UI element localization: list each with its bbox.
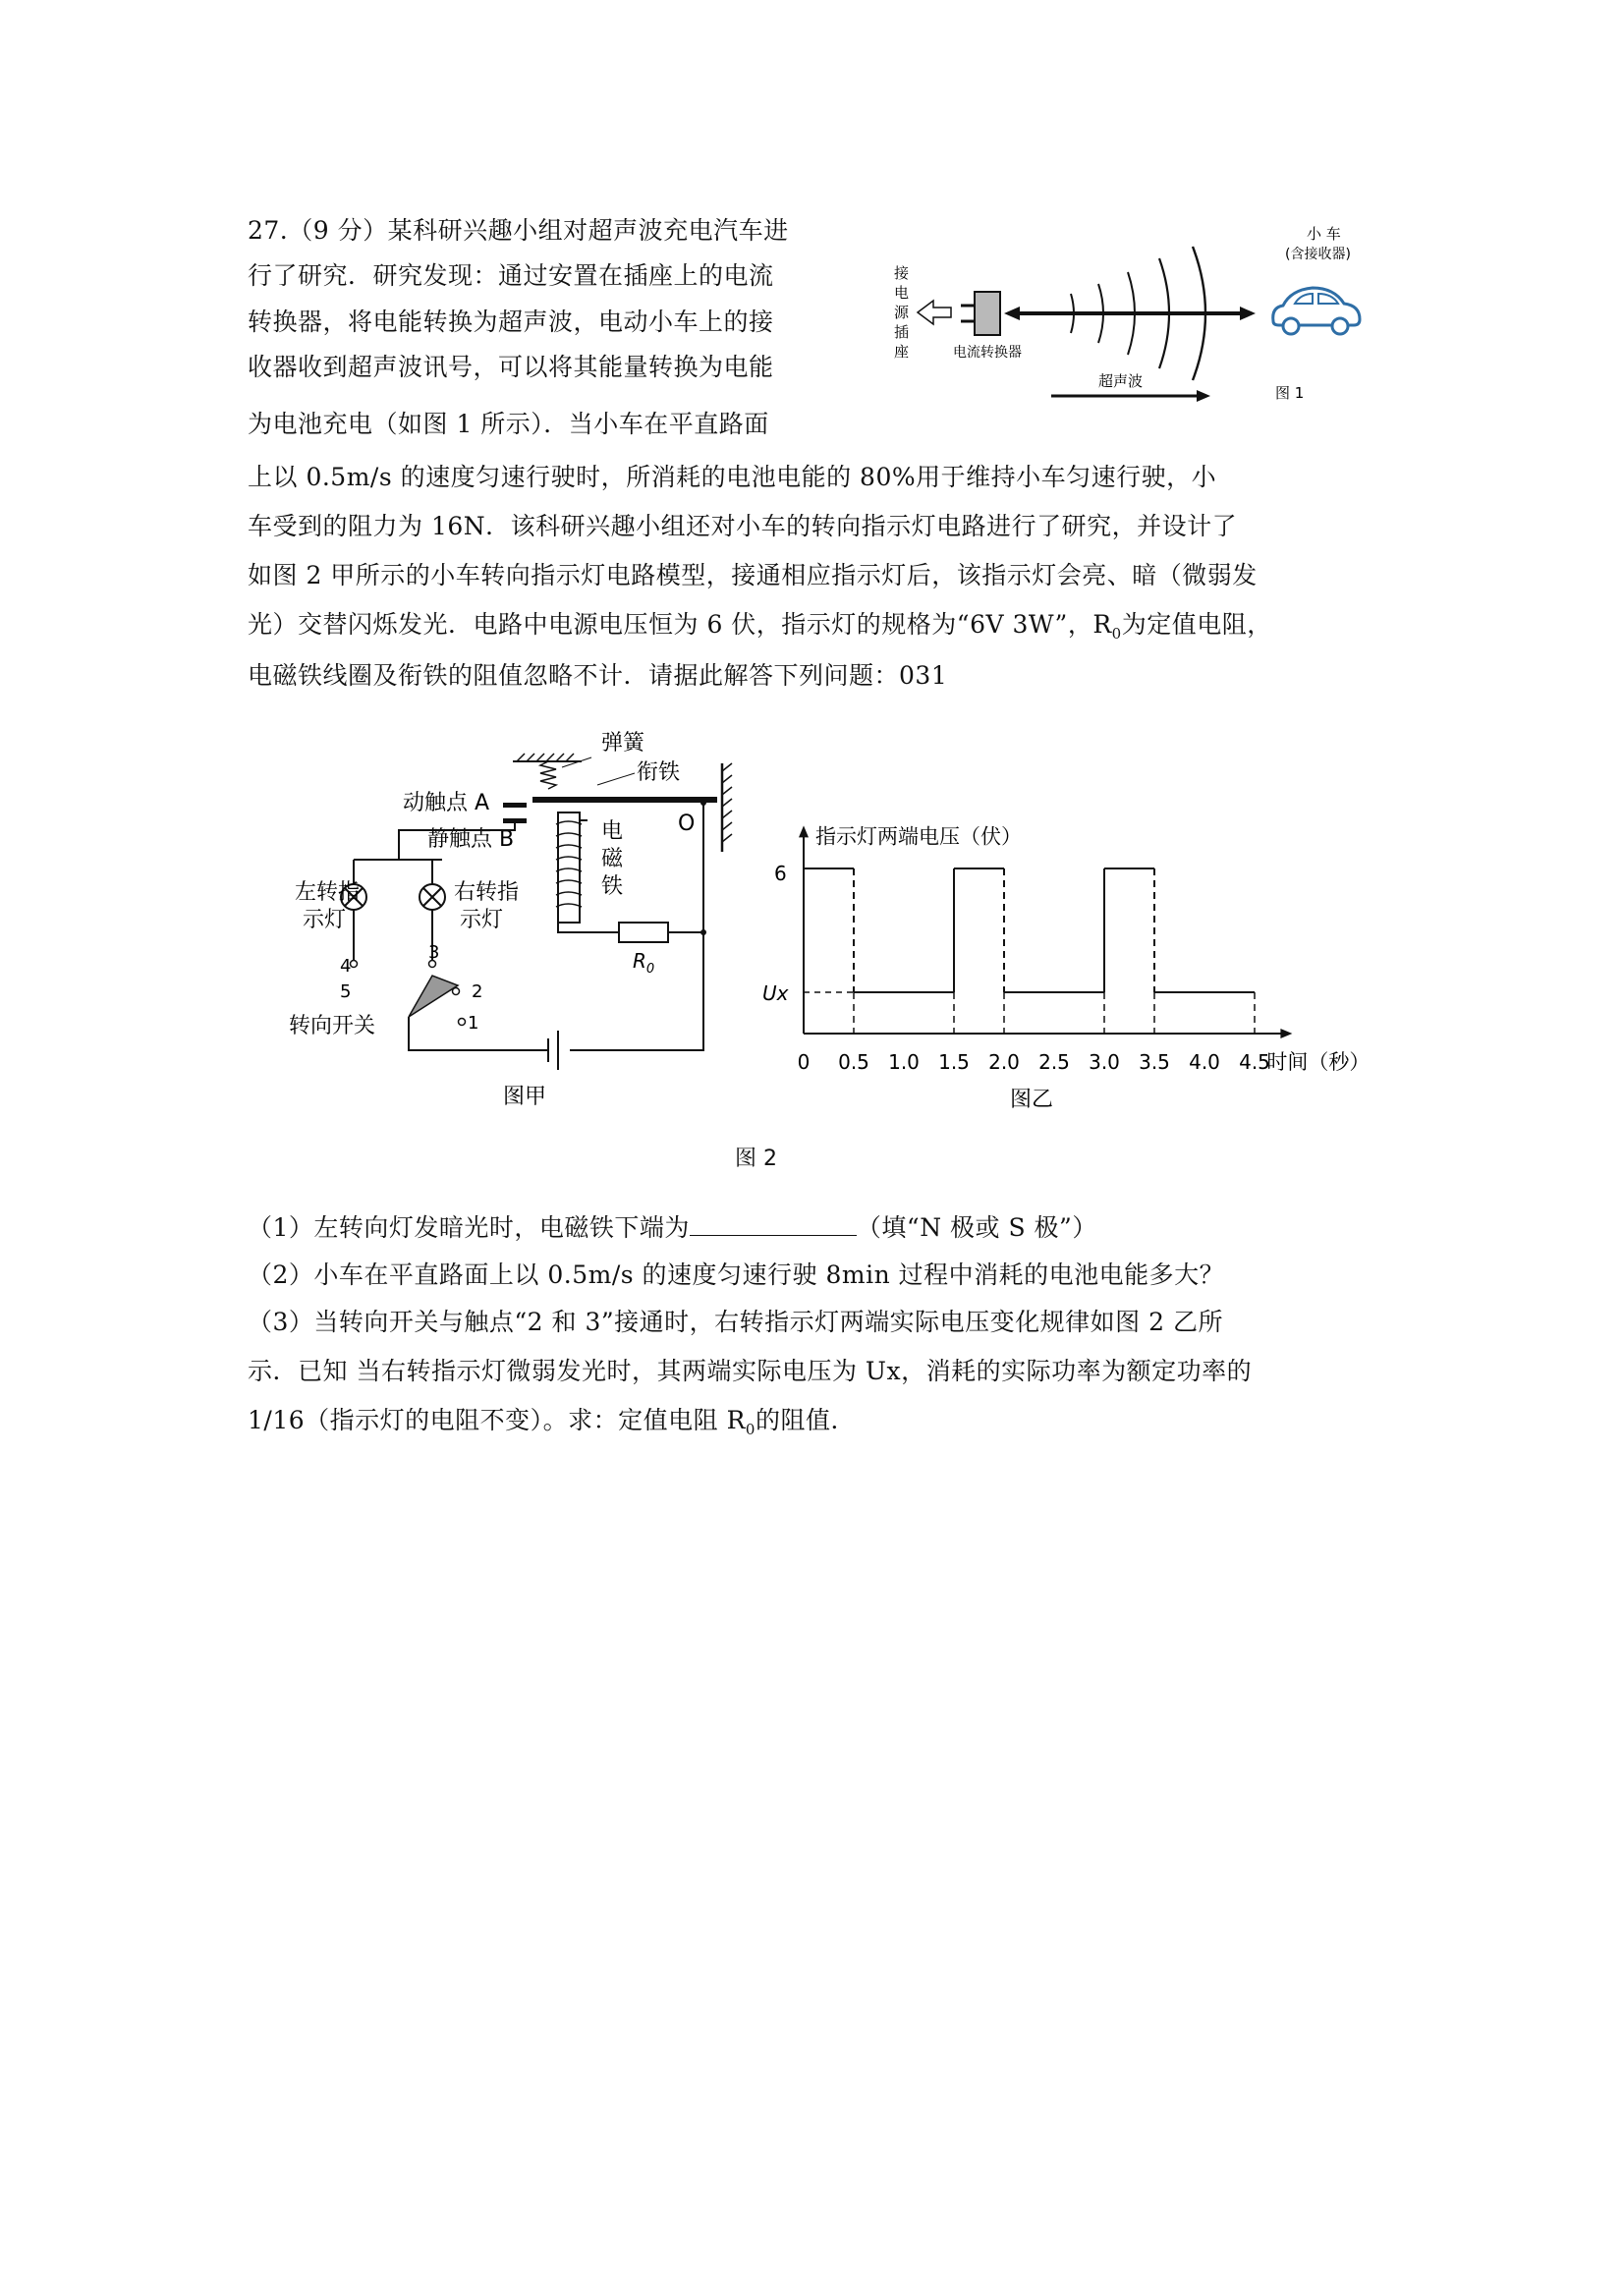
right-lamp-label-1: 右转指 — [454, 880, 520, 905]
x-tick-label: 1.0 — [888, 1050, 920, 1074]
x-tick-label: 0.5 — [838, 1050, 869, 1074]
intro-line-2: 行了研究．研究发现：通过安置在插座上的电流 — [248, 261, 774, 290]
line9-before: 光）交替闪烁发光．电路中电源电压恒为 6 伏，指示灯的规格为“6V 3W”，R — [248, 610, 1112, 639]
x-tick-label: 2.5 — [1038, 1050, 1070, 1074]
moving-contact-label: 动触点 A — [403, 791, 490, 815]
pivot-label: O — [678, 812, 696, 836]
question-3-line-3 — [248, 1398, 856, 1446]
x-tick-label: 0 — [797, 1050, 811, 1074]
terminal-5: 5 — [340, 981, 352, 1002]
q1-after: （填“N 极或 S 极”） — [856, 1213, 1097, 1242]
q3-line3-before: 1/16（指示灯的电阻不变）。求：定值电阻 R — [248, 1406, 746, 1434]
line9-after: 为定值电阻， — [1121, 610, 1272, 639]
terminal-2: 2 — [472, 981, 483, 1002]
armature-bar — [532, 797, 717, 803]
x-tick-label: 1.5 — [938, 1050, 970, 1074]
q1-answer-blank[interactable] — [690, 1211, 857, 1236]
chart-layer — [762, 824, 1370, 1074]
figure-1-caption: 图 1 — [1275, 384, 1305, 402]
body-line-9 — [248, 602, 1272, 650]
y-axis-arrow — [799, 825, 809, 837]
socket-label-5: 座 — [894, 343, 910, 361]
intro-line-4: 收器收到超声波讯号，可以将其能量转换为电能 — [248, 353, 774, 381]
car-icon — [1273, 288, 1360, 334]
q1-before: （1）左转向灯发暗光时，电磁铁下端为 — [248, 1213, 690, 1242]
right-lamp-label-2: 示灯 — [460, 908, 504, 932]
electromagnet-label-3: 铁 — [601, 874, 624, 899]
intro-line-3: 转换器，将电能转换为超声波，电动小车上的接 — [248, 308, 774, 336]
x-axis-label: 时间（秒） — [1266, 1050, 1371, 1074]
spring-label: 弹簧 — [601, 731, 645, 756]
electromagnet-label-1: 电 — [601, 819, 624, 844]
resistor-label: $R_0$ — [633, 949, 655, 977]
figure-2-caption: 图 2 — [735, 1147, 777, 1171]
left-lamp-label-2: 示灯 — [303, 908, 347, 932]
socket-label-4: 插 — [894, 323, 910, 341]
converter-label: 电流转换器 — [953, 345, 1022, 361]
spring-hatch — [517, 754, 574, 761]
ultrasonic-label: 超声波 — [1098, 372, 1144, 390]
figure-2a-caption: 图甲 — [503, 1085, 547, 1109]
plug-arrow-icon — [918, 301, 951, 324]
body-line-6: 上以 0.5m/s 的速度匀速行驶时，所消耗的电池电能的 80%用于维持小车匀速行驶，小 — [248, 463, 1217, 491]
terminal-1: 1 — [468, 1013, 479, 1034]
question-3-line-2: 示．已知 当右转指示灯微弱发光时，其两端实际电压为 Ux，消耗的实际功率为额定功率的 — [248, 1357, 1253, 1385]
converter-box-icon — [975, 292, 1000, 335]
x-axis-arrow — [1280, 1029, 1292, 1038]
body-line-10: 电磁铁线圈及衔铁的阻值忽略不计．请据此解答下列问题：031 — [248, 661, 948, 690]
turn-switch-icon[interactable] — [409, 976, 458, 1017]
right-lamp-icon — [420, 884, 445, 910]
x-tick-label: 4.5 — [1239, 1050, 1270, 1074]
spring-icon — [540, 761, 556, 789]
line9-subscript: 0 — [1111, 625, 1122, 643]
electromagnet-label-2: 磁 — [601, 847, 624, 871]
terminal-3: 3 — [428, 942, 440, 963]
y-axis-label: 指示灯两端电压（伏） — [815, 824, 1022, 849]
x-tick-label: 4.0 — [1189, 1050, 1220, 1074]
figure-1 — [874, 211, 1405, 418]
intro-line-1: 27.（9 分）某科研兴趣小组对超声波充电汽车进 — [248, 216, 789, 245]
car-title-label: 小 车 — [1307, 225, 1341, 243]
figure-2b-chart — [756, 815, 1405, 1120]
socket-label-3: 源 — [894, 304, 910, 321]
q3-line3-after: 的阻值． — [755, 1406, 856, 1434]
socket-label-2: 电 — [894, 284, 910, 302]
question-1 — [248, 1205, 1097, 1251]
left-lamp-label-1: 左转指 — [295, 880, 361, 905]
figure-2b-caption: 图乙 — [1010, 1088, 1054, 1112]
x-tick-label: 3.5 — [1139, 1050, 1170, 1074]
intro-line-5: 为电池充电（如图 1 所示）．当小车在平直路面 — [248, 410, 769, 438]
socket-label-1: 接 — [894, 264, 910, 282]
armature-label: 衔铁 — [637, 760, 681, 785]
body-line-8: 如图 2 甲所示的小车转向指示灯电路模型，接通相应指示灯后，该指示灯会亮、暗（微弱发 — [248, 561, 1258, 589]
terminal-4: 4 — [340, 956, 352, 977]
switch-label: 转向开关 — [289, 1014, 376, 1038]
question-2: （2）小车在平直路面上以 0.5m/s 的速度匀速行驶 8min 过程中消耗的电池电能多大？ — [248, 1260, 1225, 1289]
body-line-7: 车受到的阻力为 16N．该科研兴趣小组还对小车的转向指示灯电路进行了研究，并设计了 — [248, 512, 1238, 540]
y-tick-label-6: 6 — [774, 862, 787, 885]
y-tick-label-ux: Ux — [762, 981, 789, 1005]
x-tick-label: 3.0 — [1089, 1050, 1120, 1074]
car-sub-label: (含接收器) — [1285, 247, 1351, 262]
electromagnet-core — [558, 812, 580, 923]
resistor-r0 — [619, 923, 668, 942]
question-3-line-1: （3）当转向开关与触点“2 和 3”接通时，右转指示灯两端实际电压变化规律如图 2 乙所 — [248, 1308, 1223, 1336]
x-tick-label: 2.0 — [988, 1050, 1020, 1074]
static-contact-label: 静触点 B — [427, 827, 515, 852]
q3-line3-subscript: 0 — [745, 1421, 756, 1438]
figure-2a-circuit — [285, 722, 766, 1115]
